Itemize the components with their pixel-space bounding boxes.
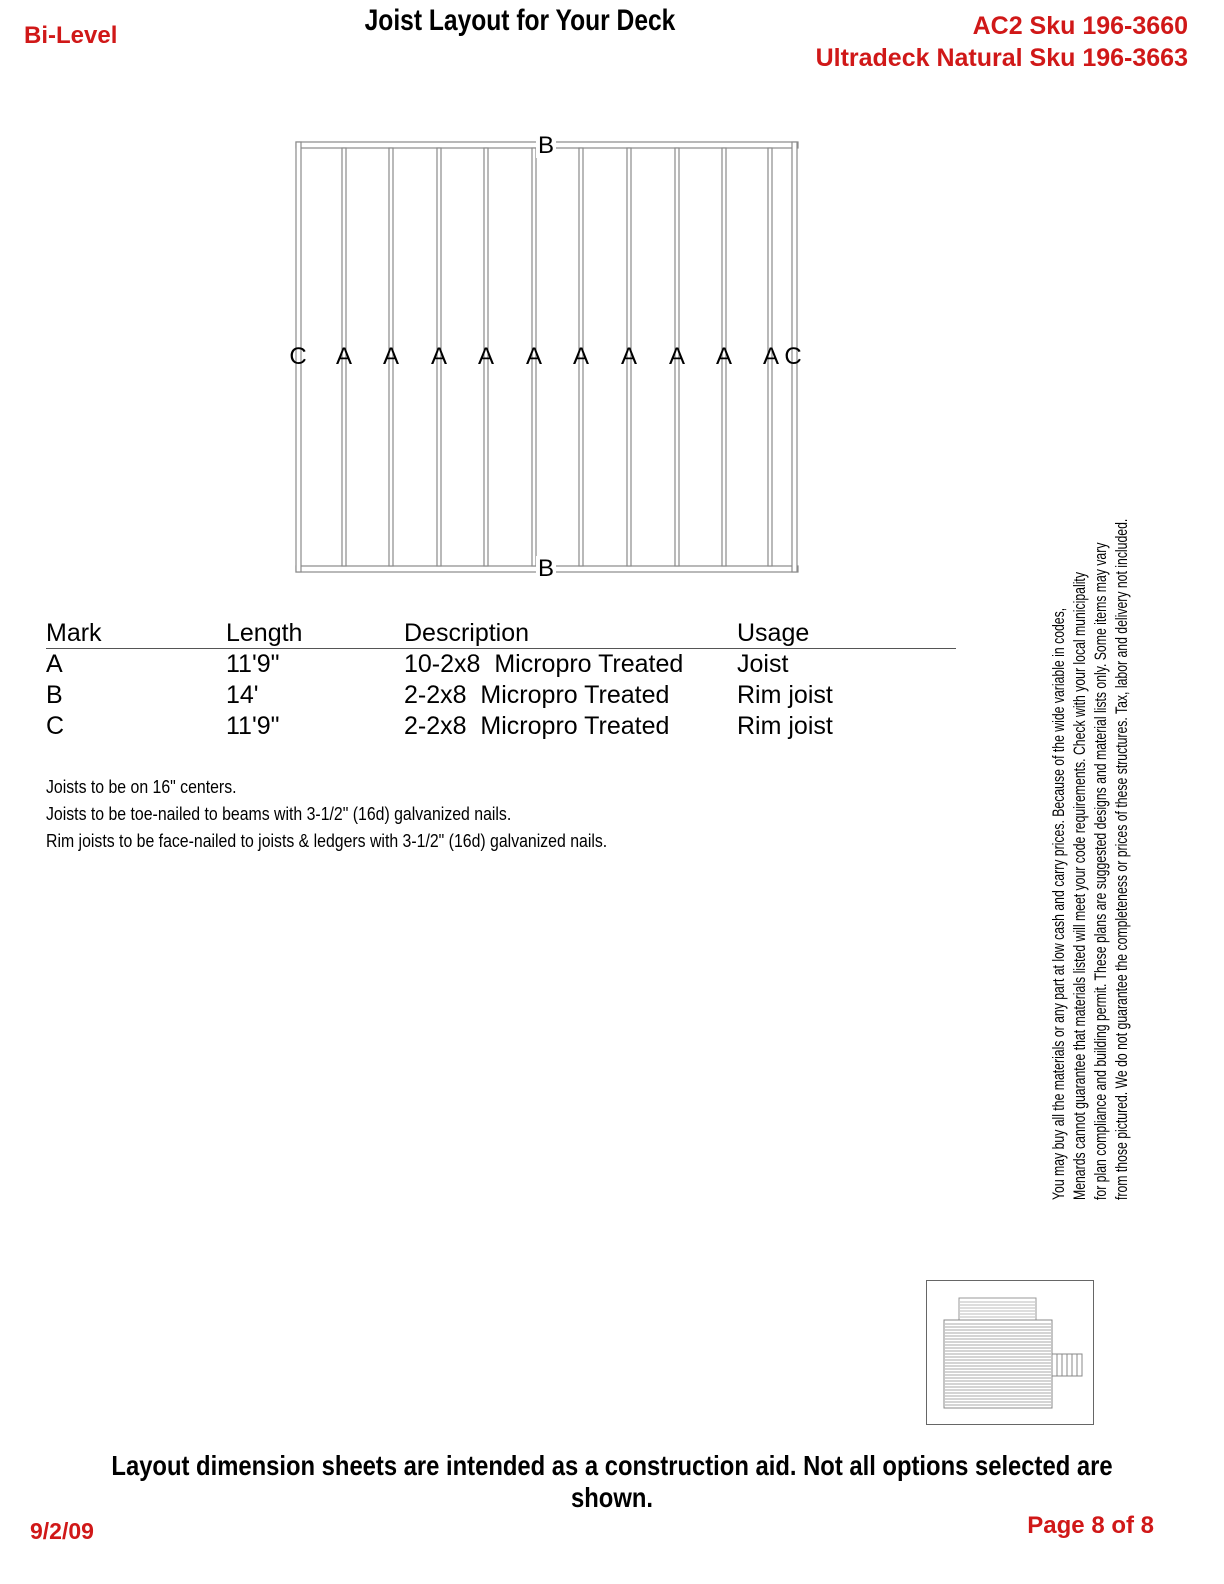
joist-label: A — [572, 343, 590, 370]
joist-label: A — [620, 343, 638, 370]
col-header-mark: Mark — [46, 619, 102, 647]
joist-label: C — [289, 343, 307, 370]
cell-description: 2-2x8 Micropro Treated — [404, 681, 670, 709]
cell-usage: Rim joist — [737, 712, 833, 740]
plan-type-label: Bi-Level — [24, 22, 118, 49]
table-row — [46, 680, 956, 711]
page-title: Joist Layout for Your Deck — [364, 4, 676, 37]
joist-label: C — [784, 343, 802, 370]
construction-notes — [46, 774, 684, 855]
joist-label: A — [382, 343, 400, 370]
rim-label-top: B — [537, 132, 555, 159]
note-line: Joists to be toe-nailed to beams with 3-1/2" (16d) galvanized nails. — [46, 804, 512, 824]
footer-note: Layout dimension sheets are intended as a construction aid. Not all options selected are shown. — [111, 1450, 1113, 1513]
disclaimer — [1048, 300, 1132, 1200]
table-row — [46, 649, 956, 680]
cell-length: 11'9" — [226, 712, 280, 740]
joist-layout-diagram — [270, 120, 830, 590]
note-line: Joists to be on 16" centers. — [46, 777, 237, 797]
joist-label: A — [525, 343, 543, 370]
joist-label: A — [715, 343, 733, 370]
cell-description: 2-2x8 Micropro Treated — [404, 712, 670, 740]
cell-mark: A — [46, 650, 63, 678]
joist-label: A — [477, 343, 495, 370]
col-header-length: Length — [226, 619, 303, 647]
disclaimer-line: for plan compliance and building permit. These plans are suggested designs and material lists only. Some items may vary — [1091, 542, 1110, 1200]
col-header-description: Description — [404, 619, 530, 647]
cell-mark: B — [46, 681, 63, 709]
sku-ultradeck: Ultradeck Natural Sku 196-3663 — [815, 44, 1188, 72]
table-row — [46, 711, 956, 742]
col-header-usage: Usage — [737, 619, 810, 647]
note-line: Rim joists to be face-nailed to joists & ledgers with 3-1/2" (16d) galvanized nails. — [46, 831, 608, 851]
disclaimer-line: Menards cannot guarantee that materials listed will meet your code requirements. Check with your local municipality — [1070, 572, 1089, 1200]
rim-label-bottom: B — [537, 555, 555, 582]
joist-label: A — [430, 343, 448, 370]
parts-table — [46, 618, 956, 742]
disclaimer-line: You may buy all the materials or any part at low cash and carry prices. Because of the wide variable in codes, — [1049, 607, 1068, 1200]
cell-mark: C — [46, 712, 65, 740]
date-label: 9/2/09 — [30, 1518, 94, 1544]
sku-ac2: AC2 Sku 196-3660 — [972, 12, 1188, 40]
page-number: Page 8 of 8 — [1027, 1512, 1154, 1539]
joist-label: A — [335, 343, 353, 370]
disclaimer-line: from those pictured. We do not guarantee the completeness or prices of these structures. Tax, labor and delivery not included. — [1112, 518, 1131, 1200]
joist-label: A — [668, 343, 686, 370]
cell-usage: Joist — [737, 650, 789, 678]
joist-label: A — [762, 343, 780, 370]
deck-thumbnail — [926, 1280, 1094, 1425]
cell-length: 14' — [226, 681, 259, 709]
cell-length: 11'9" — [226, 650, 280, 678]
table-header-row — [46, 618, 956, 649]
cell-usage: Rim joist — [737, 681, 833, 709]
cell-description: 10-2x8 Micropro Treated — [404, 650, 684, 678]
